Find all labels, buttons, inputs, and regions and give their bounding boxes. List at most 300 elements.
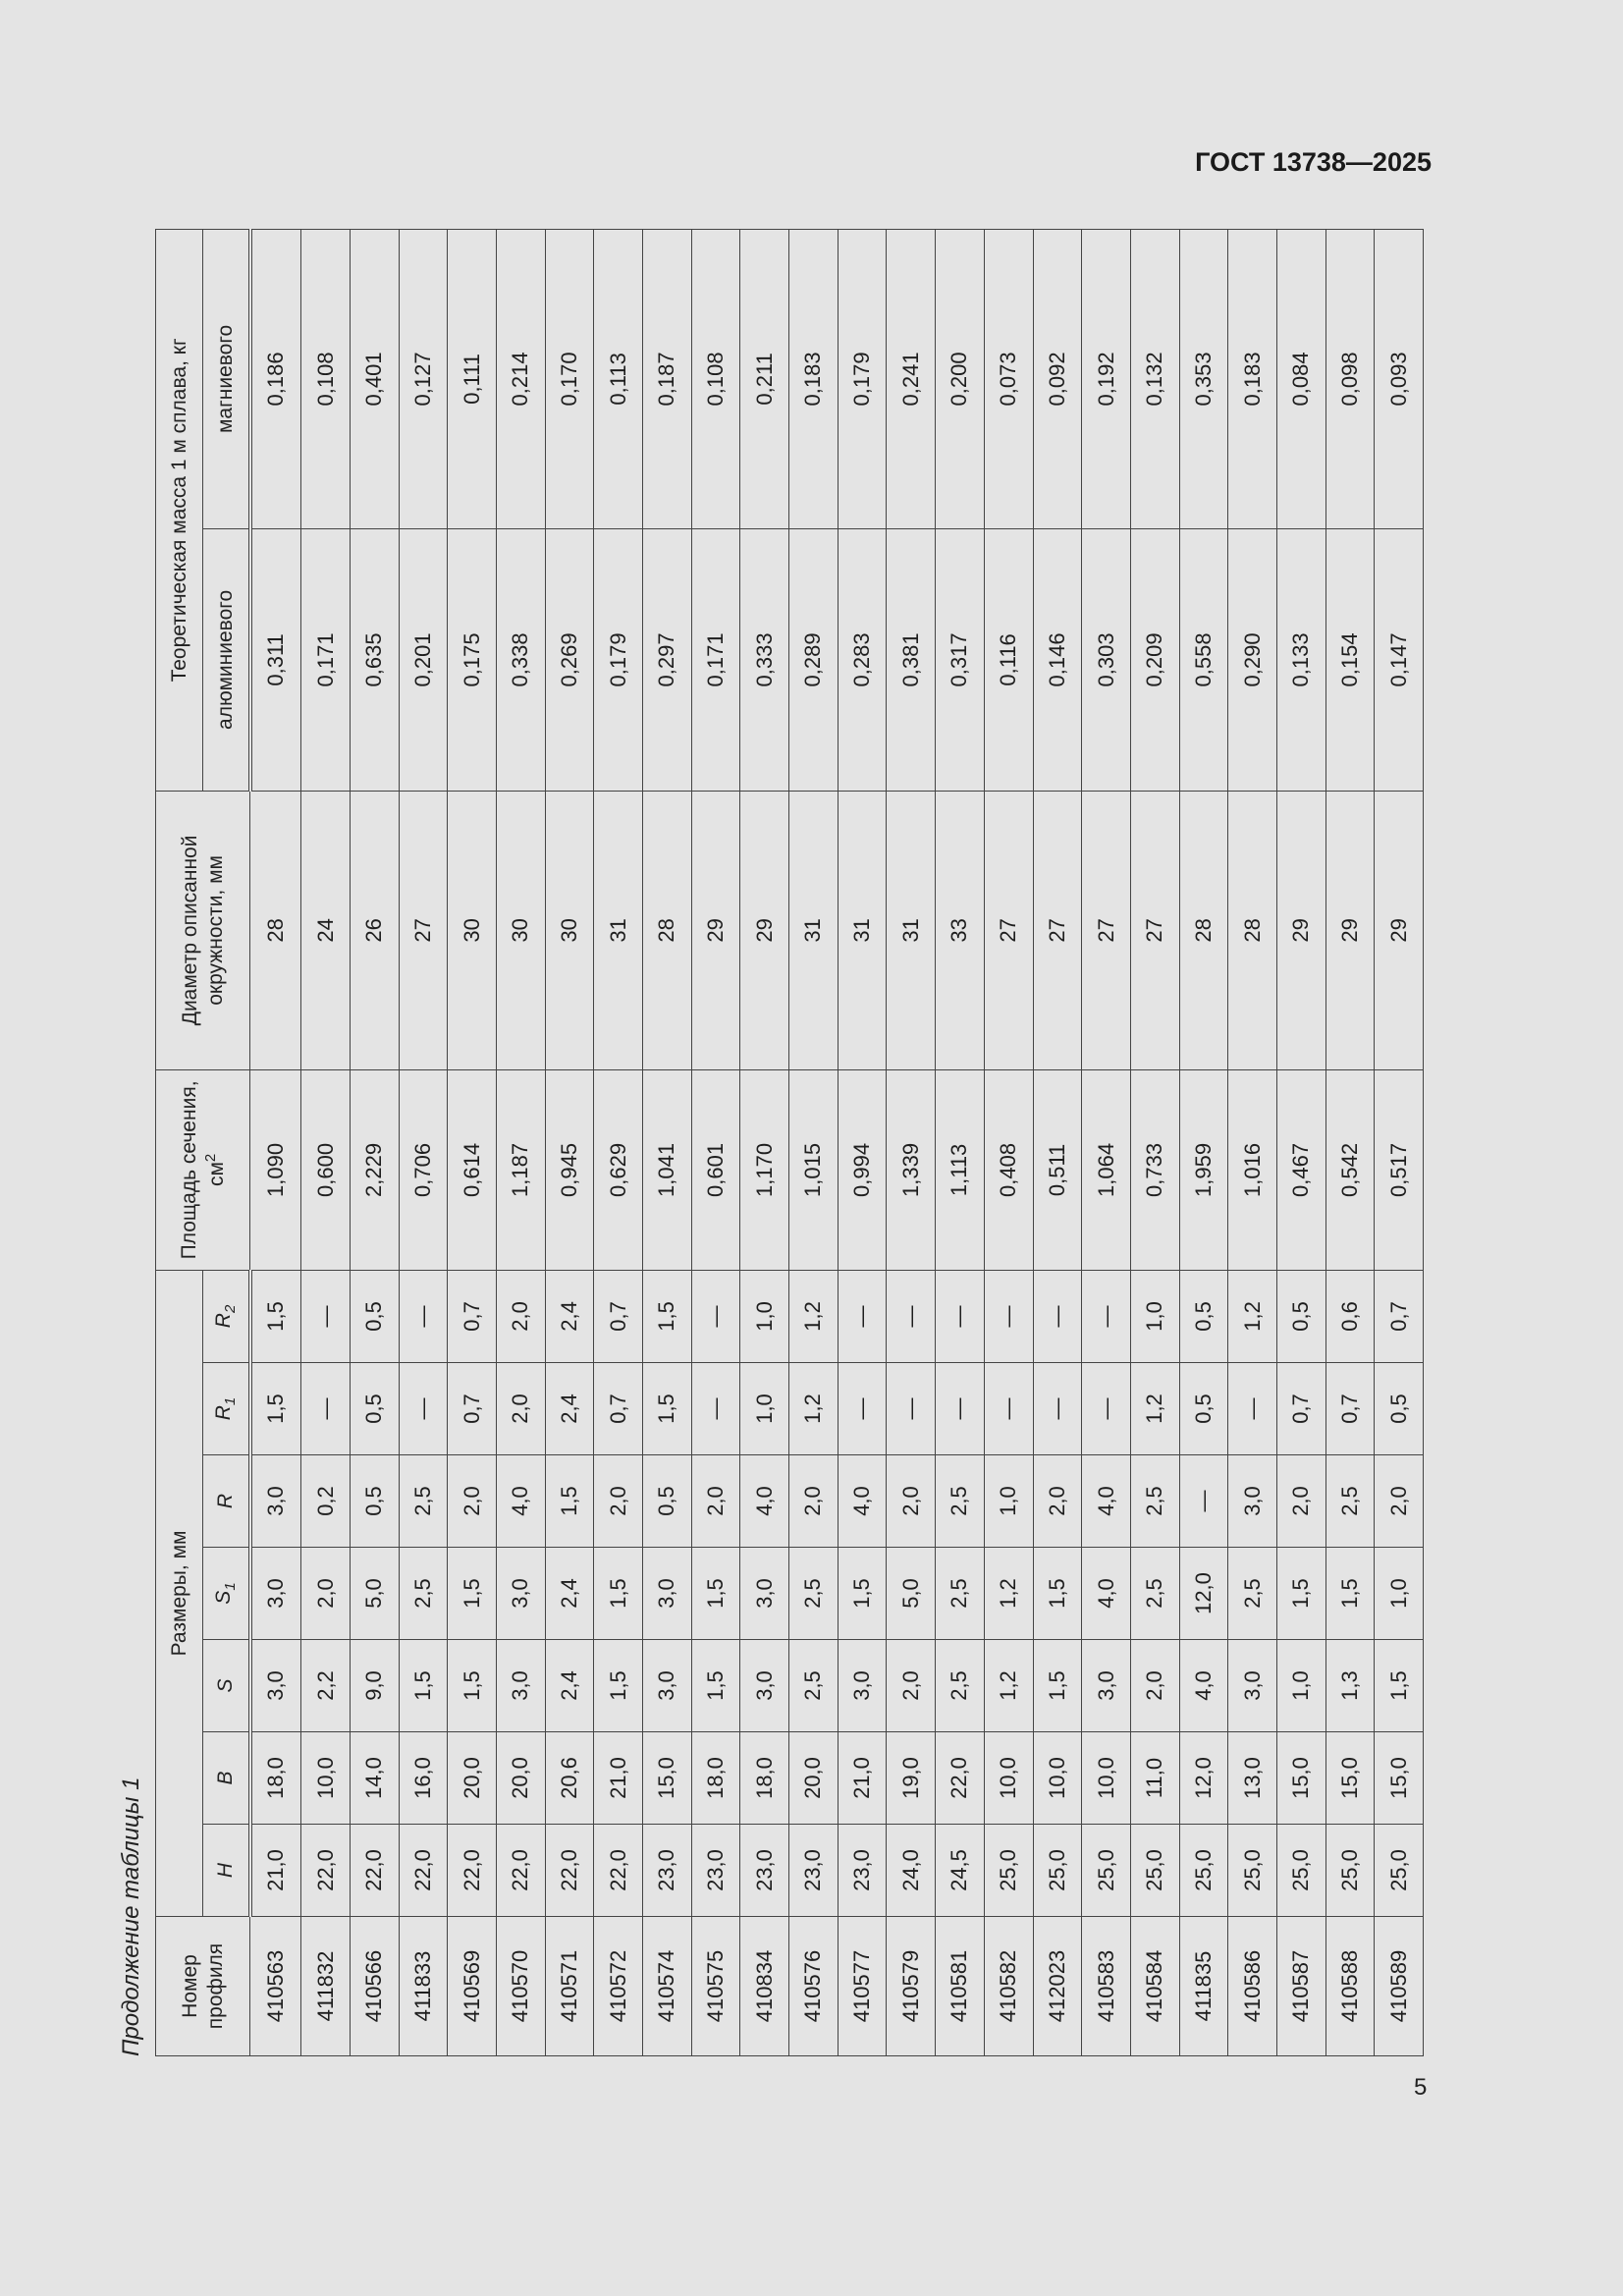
circumscribed-diameter-cell: 30 bbox=[545, 791, 594, 1069]
table-row bbox=[351, 229, 400, 2055]
document-code: ГОСТ 13738—2025 bbox=[1195, 147, 1432, 177]
mass-magnesium-cell: 0,093 bbox=[1375, 229, 1424, 528]
dim-H-cell: 22,0 bbox=[301, 1825, 351, 1917]
profile-number-cell: 410586 bbox=[1228, 1917, 1277, 2056]
dim-B-cell: 15,0 bbox=[1325, 1732, 1375, 1825]
section-area-cell: 0,467 bbox=[1276, 1069, 1325, 1270]
profile-number-cell: 410572 bbox=[594, 1917, 643, 2056]
dim-S1-cell: 2,5 bbox=[936, 1548, 985, 1640]
dim-S1-cell: 3,0 bbox=[497, 1548, 546, 1640]
dim-R2-cell: 0,5 bbox=[351, 1270, 400, 1362]
dim-R1-cell: 0,7 bbox=[1276, 1363, 1325, 1455]
table-row bbox=[789, 229, 839, 2055]
table-row bbox=[1179, 229, 1228, 2055]
dim-S1-cell: 1,5 bbox=[838, 1548, 887, 1640]
dim-R1-cell: 1,5 bbox=[250, 1363, 301, 1455]
s1-base: S bbox=[212, 1590, 236, 1605]
table-row bbox=[497, 229, 546, 2055]
dim-S1-cell: 1,2 bbox=[984, 1548, 1033, 1640]
dim-R-cell: 2,0 bbox=[1375, 1455, 1424, 1548]
circumscribed-diameter-cell: 30 bbox=[497, 791, 546, 1069]
dim-S-cell: 1,2 bbox=[984, 1640, 1033, 1732]
mass-aluminum-cell: 0,171 bbox=[301, 528, 351, 791]
dim-S-cell: 2,2 bbox=[301, 1640, 351, 1732]
dim-S1-cell: 2,5 bbox=[789, 1548, 839, 1640]
dim-H-cell: 25,0 bbox=[1375, 1825, 1424, 1917]
dim-R1-cell: 0,7 bbox=[1325, 1363, 1375, 1455]
dim-S-cell: 1,5 bbox=[448, 1640, 497, 1732]
sub-header-H: H bbox=[203, 1825, 250, 1917]
table-row bbox=[1228, 229, 1277, 2055]
dim-R2-cell: — bbox=[984, 1270, 1033, 1362]
circumscribed-diameter-cell: 29 bbox=[1375, 791, 1424, 1069]
dim-R1-cell: — bbox=[691, 1363, 740, 1455]
profiles-table bbox=[155, 229, 1424, 2056]
mass-magnesium-cell: 0,353 bbox=[1179, 229, 1228, 528]
table-row bbox=[448, 229, 497, 2055]
section-area-cell: 1,113 bbox=[936, 1069, 985, 1270]
mass-aluminum-cell: 0,179 bbox=[594, 528, 643, 791]
table-body bbox=[250, 229, 1424, 2055]
dim-B-cell: 20,0 bbox=[497, 1732, 546, 1825]
dim-R2-cell: — bbox=[691, 1270, 740, 1362]
dim-R-cell: 1,5 bbox=[545, 1455, 594, 1548]
section-area-cell: 1,187 bbox=[497, 1069, 546, 1270]
dim-R1-cell: 0,5 bbox=[351, 1363, 400, 1455]
profile-number-cell: 412023 bbox=[1033, 1917, 1082, 2056]
profile-number-cell: 410569 bbox=[448, 1917, 497, 2056]
dim-S-cell: 3,0 bbox=[497, 1640, 546, 1732]
mass-aluminum-cell: 0,201 bbox=[399, 528, 448, 791]
section-area-cell: 0,517 bbox=[1375, 1069, 1424, 1270]
table-row bbox=[399, 229, 448, 2055]
dim-S-cell: 1,5 bbox=[691, 1640, 740, 1732]
dim-R2-cell: 0,5 bbox=[1276, 1270, 1325, 1362]
dim-S1-cell: 5,0 bbox=[887, 1548, 936, 1640]
dim-H-cell: 22,0 bbox=[545, 1825, 594, 1917]
table-row bbox=[984, 229, 1033, 2055]
dim-R1-cell: — bbox=[936, 1363, 985, 1455]
dim-S1-cell: 1,5 bbox=[1325, 1548, 1375, 1640]
dim-H-cell: 23,0 bbox=[691, 1825, 740, 1917]
mass-magnesium-cell: 0,183 bbox=[1228, 229, 1277, 528]
dim-S1-cell: 1,5 bbox=[594, 1548, 643, 1640]
mass-aluminum-cell: 0,317 bbox=[936, 528, 985, 791]
table-caption: Продолжение таблицы 1 bbox=[118, 1777, 144, 2056]
table-row bbox=[1082, 229, 1131, 2055]
section-area-cell: 0,408 bbox=[984, 1069, 1033, 1270]
dim-R1-cell: — bbox=[301, 1363, 351, 1455]
dim-R-cell: 4,0 bbox=[1082, 1455, 1131, 1548]
col-header-dims: Размеры, мм bbox=[156, 1270, 203, 1916]
dim-R2-cell: 1,2 bbox=[1228, 1270, 1277, 1362]
mass-magnesium-cell: 0,084 bbox=[1276, 229, 1325, 528]
dim-R1-cell: — bbox=[838, 1363, 887, 1455]
sub-header-aluminum: алюминиевого bbox=[203, 528, 250, 791]
sub-header-S: S bbox=[203, 1640, 250, 1732]
dim-S-cell: 1,3 bbox=[1325, 1640, 1375, 1732]
sub-header-R2 bbox=[203, 1270, 250, 1362]
mass-magnesium-cell: 0,183 bbox=[789, 229, 839, 528]
mass-magnesium-cell: 0,187 bbox=[643, 229, 692, 528]
dim-B-cell: 21,0 bbox=[594, 1732, 643, 1825]
mass-magnesium-cell: 0,108 bbox=[301, 229, 351, 528]
dim-S-cell: 3,0 bbox=[740, 1640, 789, 1732]
dim-B-cell: 12,0 bbox=[1179, 1732, 1228, 1825]
section-area-cell: 2,229 bbox=[351, 1069, 400, 1270]
profile-number-cell: 411833 bbox=[399, 1917, 448, 2056]
sub-header-B: B bbox=[203, 1732, 250, 1825]
profile-number-cell: 410582 bbox=[984, 1917, 1033, 2056]
dim-S-cell: 3,0 bbox=[1228, 1640, 1277, 1732]
mass-aluminum-cell: 0,297 bbox=[643, 528, 692, 791]
mass-magnesium-cell: 0,108 bbox=[691, 229, 740, 528]
dim-H-cell: 25,0 bbox=[1130, 1825, 1179, 1917]
dim-S-cell: 3,0 bbox=[643, 1640, 692, 1732]
section-area-cell: 1,064 bbox=[1082, 1069, 1131, 1270]
mass-magnesium-cell: 0,211 bbox=[740, 229, 789, 528]
dim-S1-cell: 1,5 bbox=[1276, 1548, 1325, 1640]
profile-number-cell: 410577 bbox=[838, 1917, 887, 2056]
mass-aluminum-cell: 0,133 bbox=[1276, 528, 1325, 791]
section-area-cell: 1,016 bbox=[1228, 1069, 1277, 1270]
sub-header-R: R bbox=[203, 1455, 250, 1548]
table-row bbox=[1375, 229, 1424, 2055]
col-header-profile: Номер профиля bbox=[156, 1917, 250, 2056]
dim-S-cell: 2,5 bbox=[789, 1640, 839, 1732]
circumscribed-diameter-cell: 29 bbox=[1325, 791, 1375, 1069]
dim-H-cell: 25,0 bbox=[1276, 1825, 1325, 1917]
circumscribed-diameter-cell: 31 bbox=[594, 791, 643, 1069]
dim-R2-cell: — bbox=[1082, 1270, 1131, 1362]
dim-B-cell: 10,0 bbox=[1033, 1732, 1082, 1825]
profile-number-cell: 410563 bbox=[250, 1917, 301, 2056]
dim-S1-cell: 5,0 bbox=[351, 1548, 400, 1640]
dim-S1-cell: 1,0 bbox=[1375, 1548, 1424, 1640]
dim-H-cell: 25,0 bbox=[1228, 1825, 1277, 1917]
dim-R2-cell: 0,7 bbox=[448, 1270, 497, 1362]
section-area-cell: 1,015 bbox=[789, 1069, 839, 1270]
profile-number-cell: 411832 bbox=[301, 1917, 351, 2056]
dim-B-cell: 10,0 bbox=[984, 1732, 1033, 1825]
dim-R2-cell: 0,7 bbox=[594, 1270, 643, 1362]
dim-H-cell: 23,0 bbox=[740, 1825, 789, 1917]
dim-R2-cell: 1,2 bbox=[789, 1270, 839, 1362]
circumscribed-diameter-cell: 29 bbox=[1276, 791, 1325, 1069]
section-area-cell: 0,614 bbox=[448, 1069, 497, 1270]
profile-number-cell: 410566 bbox=[351, 1917, 400, 2056]
dim-R-cell: 4,0 bbox=[838, 1455, 887, 1548]
profile-number-cell: 410583 bbox=[1082, 1917, 1131, 2056]
circumscribed-diameter-cell: 28 bbox=[1228, 791, 1277, 1069]
section-area-cell: 0,706 bbox=[399, 1069, 448, 1270]
dim-H-cell: 22,0 bbox=[594, 1825, 643, 1917]
mass-aluminum-cell: 0,146 bbox=[1033, 528, 1082, 791]
circumscribed-diameter-cell: 27 bbox=[1130, 791, 1179, 1069]
mass-magnesium-cell: 0,111 bbox=[448, 229, 497, 528]
mass-magnesium-cell: 0,092 bbox=[1033, 229, 1082, 528]
dim-R1-cell: — bbox=[1082, 1363, 1131, 1455]
dim-H-cell: 23,0 bbox=[838, 1825, 887, 1917]
area-label: Площадь сечения, см bbox=[178, 1080, 228, 1260]
dim-R2-cell: 0,5 bbox=[1179, 1270, 1228, 1362]
mass-aluminum-cell: 0,116 bbox=[984, 528, 1033, 791]
dim-S1-cell: 12,0 bbox=[1179, 1548, 1228, 1640]
circumscribed-diameter-cell: 28 bbox=[643, 791, 692, 1069]
rotated-table-block bbox=[108, 230, 1424, 2056]
dim-B-cell: 15,0 bbox=[1375, 1732, 1424, 1825]
dim-H-cell: 23,0 bbox=[789, 1825, 839, 1917]
mass-magnesium-cell: 0,113 bbox=[594, 229, 643, 528]
dim-R1-cell: — bbox=[984, 1363, 1033, 1455]
dim-H-cell: 22,0 bbox=[351, 1825, 400, 1917]
dim-R2-cell: 1,0 bbox=[1130, 1270, 1179, 1362]
circumscribed-diameter-cell: 27 bbox=[399, 791, 448, 1069]
page-number: 5 bbox=[1414, 2074, 1428, 2101]
mass-aluminum-cell: 0,289 bbox=[789, 528, 839, 791]
mass-aluminum-cell: 0,311 bbox=[250, 528, 301, 791]
dim-S-cell: 9,0 bbox=[351, 1640, 400, 1732]
col-header-mass: Теоретическая масса 1 м сплава, кг bbox=[156, 229, 203, 791]
profile-number-cell: 410581 bbox=[936, 1917, 985, 2056]
profile-number-cell: 410576 bbox=[789, 1917, 839, 2056]
dim-R1-cell: 0,5 bbox=[1179, 1363, 1228, 1455]
dim-R-cell: 2,0 bbox=[1033, 1455, 1082, 1548]
table-row bbox=[691, 229, 740, 2055]
circumscribed-diameter-cell: 26 bbox=[351, 791, 400, 1069]
dim-S1-cell: 3,0 bbox=[740, 1548, 789, 1640]
mass-aluminum-cell: 0,175 bbox=[448, 528, 497, 791]
dim-S1-cell: 3,0 bbox=[250, 1548, 301, 1640]
mass-aluminum-cell: 0,283 bbox=[838, 528, 887, 791]
dim-R2-cell: 1,5 bbox=[250, 1270, 301, 1362]
profile-number-cell: 410570 bbox=[497, 1917, 546, 2056]
dim-S-cell: 2,5 bbox=[936, 1640, 985, 1732]
mass-aluminum-cell: 0,269 bbox=[545, 528, 594, 791]
dim-R-cell: 2,0 bbox=[887, 1455, 936, 1548]
mass-aluminum-cell: 0,635 bbox=[351, 528, 400, 791]
s1-sub: 1 bbox=[222, 1582, 240, 1591]
dim-R1-cell: — bbox=[1033, 1363, 1082, 1455]
mass-aluminum-cell: 0,338 bbox=[497, 528, 546, 791]
profile-number-cell: 411835 bbox=[1179, 1917, 1228, 2056]
circumscribed-diameter-cell: 27 bbox=[984, 791, 1033, 1069]
dim-S-cell: 1,5 bbox=[1375, 1640, 1424, 1732]
dim-S1-cell: 2,5 bbox=[399, 1548, 448, 1640]
dim-R-cell: 2,0 bbox=[448, 1455, 497, 1548]
dim-R1-cell: 0,5 bbox=[1375, 1363, 1424, 1455]
dim-S-cell: 3,0 bbox=[250, 1640, 301, 1732]
table-row bbox=[1033, 229, 1082, 2055]
dim-R-cell: — bbox=[1179, 1455, 1228, 1548]
mass-aluminum-cell: 0,303 bbox=[1082, 528, 1131, 791]
dim-H-cell: 22,0 bbox=[399, 1825, 448, 1917]
dim-R2-cell: — bbox=[1033, 1270, 1082, 1362]
dim-S1-cell: 2,0 bbox=[301, 1548, 351, 1640]
dim-R1-cell: 0,7 bbox=[448, 1363, 497, 1455]
dim-B-cell: 10,0 bbox=[301, 1732, 351, 1825]
dim-R-cell: 3,0 bbox=[1228, 1455, 1277, 1548]
dim-S1-cell: 4,0 bbox=[1082, 1548, 1131, 1640]
circumscribed-diameter-cell: 27 bbox=[1033, 791, 1082, 1069]
section-area-cell: 0,600 bbox=[301, 1069, 351, 1270]
dim-B-cell: 22,0 bbox=[936, 1732, 985, 1825]
dim-S-cell: 1,5 bbox=[594, 1640, 643, 1732]
table-row bbox=[301, 229, 351, 2055]
table-row bbox=[1276, 229, 1325, 2055]
dim-S-cell: 4,0 bbox=[1179, 1640, 1228, 1732]
profile-number-cell: 410834 bbox=[740, 1917, 789, 2056]
circumscribed-diameter-cell: 31 bbox=[789, 791, 839, 1069]
dim-H-cell: 25,0 bbox=[984, 1825, 1033, 1917]
dim-R-cell: 1,0 bbox=[984, 1455, 1033, 1548]
dim-S1-cell: 2,4 bbox=[545, 1548, 594, 1640]
dim-R1-cell: — bbox=[887, 1363, 936, 1455]
profile-number-cell: 410587 bbox=[1276, 1917, 1325, 2056]
dim-H-cell: 25,0 bbox=[1033, 1825, 1082, 1917]
dim-R2-cell: — bbox=[399, 1270, 448, 1362]
dim-R2-cell: — bbox=[936, 1270, 985, 1362]
sub-header-S1 bbox=[203, 1548, 250, 1640]
dim-R-cell: 4,0 bbox=[497, 1455, 546, 1548]
dim-H-cell: 24,5 bbox=[936, 1825, 985, 1917]
dim-R-cell: 2,5 bbox=[1130, 1455, 1179, 1548]
dim-R1-cell: — bbox=[1228, 1363, 1277, 1455]
dim-S-cell: 3,0 bbox=[838, 1640, 887, 1732]
dim-R-cell: 0,2 bbox=[301, 1455, 351, 1548]
dim-B-cell: 14,0 bbox=[351, 1732, 400, 1825]
mass-magnesium-cell: 0,179 bbox=[838, 229, 887, 528]
table-row bbox=[545, 229, 594, 2055]
r2-sub: 2 bbox=[222, 1304, 240, 1314]
table-row bbox=[838, 229, 887, 2055]
dim-S-cell: 1,0 bbox=[1276, 1640, 1325, 1732]
dim-B-cell: 20,0 bbox=[448, 1732, 497, 1825]
dim-B-cell: 11,0 bbox=[1130, 1732, 1179, 1825]
dim-H-cell: 22,0 bbox=[448, 1825, 497, 1917]
section-area-cell: 0,994 bbox=[838, 1069, 887, 1270]
dim-R2-cell: 2,0 bbox=[497, 1270, 546, 1362]
circumscribed-diameter-cell: 31 bbox=[838, 791, 887, 1069]
circumscribed-diameter-cell: 24 bbox=[301, 791, 351, 1069]
profile-number-cell: 410575 bbox=[691, 1917, 740, 2056]
mass-magnesium-cell: 0,214 bbox=[497, 229, 546, 528]
dim-R1-cell: 1,5 bbox=[643, 1363, 692, 1455]
circumscribed-diameter-cell: 33 bbox=[936, 791, 985, 1069]
section-area-cell: 0,511 bbox=[1033, 1069, 1082, 1270]
table-row bbox=[1325, 229, 1375, 2055]
section-area-cell: 1,959 bbox=[1179, 1069, 1228, 1270]
dim-R1-cell: 1,2 bbox=[789, 1363, 839, 1455]
dim-R-cell: 0,5 bbox=[351, 1455, 400, 1548]
mass-magnesium-cell: 0,241 bbox=[887, 229, 936, 528]
dim-R2-cell: — bbox=[301, 1270, 351, 1362]
dim-S1-cell: 1,5 bbox=[1033, 1548, 1082, 1640]
col-header-diameter: Диаметр описанной окружности, мм bbox=[156, 791, 250, 1069]
table-row bbox=[887, 229, 936, 2055]
sub-header-R1 bbox=[203, 1363, 250, 1455]
mass-magnesium-cell: 0,401 bbox=[351, 229, 400, 528]
dim-H-cell: 22,0 bbox=[497, 1825, 546, 1917]
profile-number-cell: 410571 bbox=[545, 1917, 594, 2056]
dim-S-cell: 2,4 bbox=[545, 1640, 594, 1732]
dim-B-cell: 19,0 bbox=[887, 1732, 936, 1825]
dim-R2-cell: 0,6 bbox=[1325, 1270, 1375, 1362]
dim-R1-cell: 1,0 bbox=[740, 1363, 789, 1455]
dim-R2-cell: 2,4 bbox=[545, 1270, 594, 1362]
section-area-cell: 0,945 bbox=[545, 1069, 594, 1270]
dim-S1-cell: 2,5 bbox=[1130, 1548, 1179, 1640]
section-area-cell: 0,542 bbox=[1325, 1069, 1375, 1270]
dim-H-cell: 24,0 bbox=[887, 1825, 936, 1917]
dim-B-cell: 18,0 bbox=[740, 1732, 789, 1825]
section-area-cell: 1,170 bbox=[740, 1069, 789, 1270]
profile-number-cell: 410574 bbox=[643, 1917, 692, 2056]
mass-aluminum-cell: 0,381 bbox=[887, 528, 936, 791]
circumscribed-diameter-cell: 27 bbox=[1082, 791, 1131, 1069]
mass-magnesium-cell: 0,098 bbox=[1325, 229, 1375, 528]
dim-R-cell: 2,0 bbox=[789, 1455, 839, 1548]
dim-H-cell: 25,0 bbox=[1325, 1825, 1375, 1917]
dim-S1-cell: 2,5 bbox=[1228, 1548, 1277, 1640]
circumscribed-diameter-cell: 28 bbox=[1179, 791, 1228, 1069]
dim-S-cell: 2,0 bbox=[887, 1640, 936, 1732]
dim-B-cell: 13,0 bbox=[1228, 1732, 1277, 1825]
dim-R-cell: 4,0 bbox=[740, 1455, 789, 1548]
mass-aluminum-cell: 0,209 bbox=[1130, 528, 1179, 791]
dim-S1-cell: 3,0 bbox=[643, 1548, 692, 1640]
mass-magnesium-cell: 0,192 bbox=[1082, 229, 1131, 528]
dim-R1-cell: 1,2 bbox=[1130, 1363, 1179, 1455]
mass-magnesium-cell: 0,127 bbox=[399, 229, 448, 528]
table-row bbox=[594, 229, 643, 2055]
dim-S1-cell: 1,5 bbox=[448, 1548, 497, 1640]
dim-R2-cell: 1,5 bbox=[643, 1270, 692, 1362]
dim-B-cell: 10,0 bbox=[1082, 1732, 1131, 1825]
dim-R2-cell: — bbox=[838, 1270, 887, 1362]
dim-B-cell: 18,0 bbox=[250, 1732, 301, 1825]
section-area-cell: 1,041 bbox=[643, 1069, 692, 1270]
dim-S1-cell: 1,5 bbox=[691, 1548, 740, 1640]
dim-S-cell: 3,0 bbox=[1082, 1640, 1131, 1732]
dim-R2-cell: 0,7 bbox=[1375, 1270, 1424, 1362]
dim-B-cell: 15,0 bbox=[1276, 1732, 1325, 1825]
section-area-cell: 0,733 bbox=[1130, 1069, 1179, 1270]
mass-aluminum-cell: 0,154 bbox=[1325, 528, 1375, 791]
dim-S-cell: 1,5 bbox=[1033, 1640, 1082, 1732]
profile-number-cell: 410579 bbox=[887, 1917, 936, 2056]
section-area-cell: 0,601 bbox=[691, 1069, 740, 1270]
r2-base: R bbox=[212, 1313, 236, 1329]
r1-base: R bbox=[212, 1405, 236, 1421]
section-area-cell: 0,629 bbox=[594, 1069, 643, 1270]
dim-H-cell: 25,0 bbox=[1179, 1825, 1228, 1917]
sub-header-magnesium: магниевого bbox=[203, 229, 250, 528]
r1-sub: 1 bbox=[222, 1396, 240, 1406]
dim-B-cell: 21,0 bbox=[838, 1732, 887, 1825]
dim-B-cell: 18,0 bbox=[691, 1732, 740, 1825]
dim-R1-cell: 0,7 bbox=[594, 1363, 643, 1455]
mass-aluminum-cell: 0,171 bbox=[691, 528, 740, 791]
section-area-cell: 1,339 bbox=[887, 1069, 936, 1270]
dim-R1-cell: 2,0 bbox=[497, 1363, 546, 1455]
dim-B-cell: 20,0 bbox=[789, 1732, 839, 1825]
table-row bbox=[1130, 229, 1179, 2055]
dim-H-cell: 23,0 bbox=[643, 1825, 692, 1917]
table-row bbox=[250, 229, 301, 2055]
dim-B-cell: 20,6 bbox=[545, 1732, 594, 1825]
dim-R-cell: 3,0 bbox=[250, 1455, 301, 1548]
